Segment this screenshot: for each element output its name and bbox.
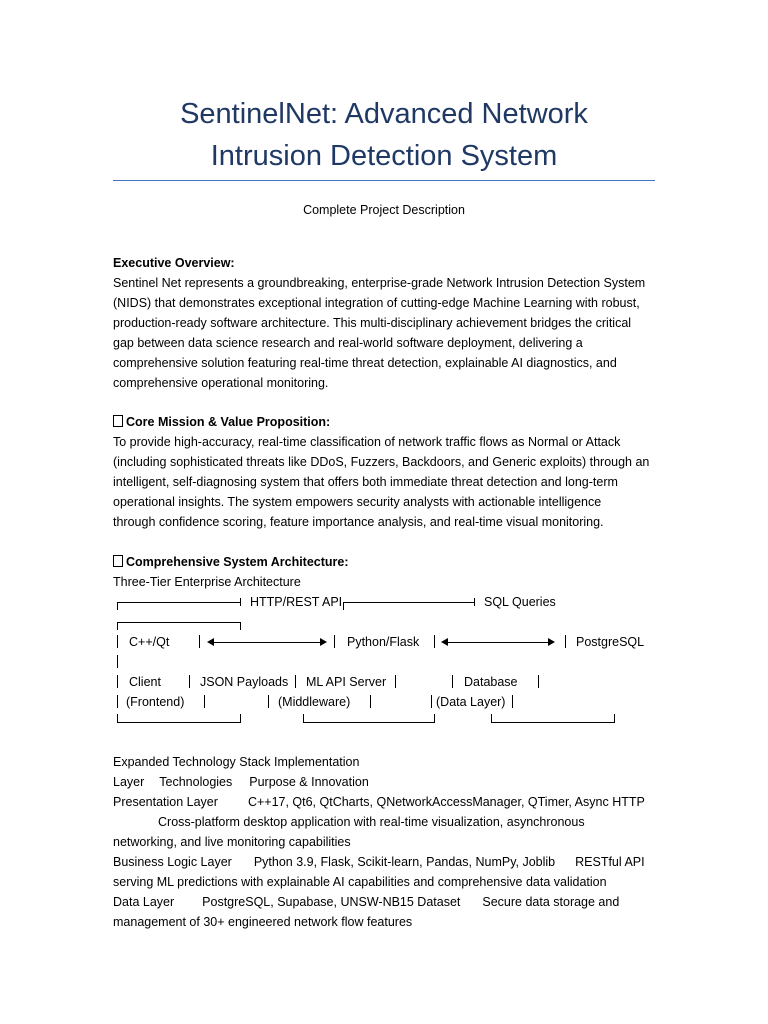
stack-layer: Data Layer <box>113 895 175 909</box>
client-role-label: (Frontend) <box>126 695 185 709</box>
box-side <box>199 635 200 648</box>
architecture-subheading: Three-Tier Enterprise Architecture <box>113 575 301 589</box>
title-underline <box>113 180 655 181</box>
server-tech-label: Python/Flask <box>347 635 420 649</box>
core-mission-section <box>113 412 673 532</box>
bidirectional-arrow-icon <box>443 642 553 643</box>
box-corner <box>240 598 241 606</box>
box-corner <box>240 622 241 630</box>
server-role-label: (Middleware) <box>278 695 351 709</box>
stack-row-purpose <box>113 812 673 832</box>
col-header-tech: Technologies <box>159 775 233 789</box>
stack-row-purpose: management of 30+ engineered network flow features <box>113 915 413 929</box>
box-corner <box>474 598 475 606</box>
paragraph-line: intelligent, self-diagnosing system that offers both immediate threat detection and long-term <box>113 475 618 489</box>
paragraph-line: through confidence scoring, feature importance analysis, and real-time visual monitoring. <box>113 515 604 529</box>
db-tech-label: PostgreSQL <box>576 635 645 649</box>
box-corner <box>117 602 118 610</box>
http-rest-api-label: HTTP/REST API <box>250 595 343 609</box>
paragraph-line: To provide high-accuracy, real-time classification of network traffic flows as Normal or Attack <box>113 435 621 449</box>
box-corner <box>117 714 118 722</box>
box-side <box>189 675 190 688</box>
paragraph-line: gap between data science research and real-world software deployment, delivering a <box>113 336 583 350</box>
stack-purpose: RESTful API <box>575 855 645 869</box>
section-heading-row <box>113 552 673 572</box>
client-tech-label: C++/Qt <box>129 635 170 649</box>
box-side <box>117 675 118 688</box>
col-header-purpose: Purpose & Innovation <box>249 775 369 789</box>
stack-layer: Business Logic Layer <box>113 855 232 869</box>
box-bottom-border <box>117 722 241 723</box>
stack-purpose: Secure data storage and <box>482 895 620 909</box>
box-corner <box>240 714 241 722</box>
box-side <box>565 635 566 648</box>
paragraph-line: (including sophisticated threats like DDoS, Fuzzers, Backdoors, and Generic exploits) through an <box>113 455 650 469</box>
box-corner <box>491 714 492 722</box>
box-corner <box>117 622 118 630</box>
missing-glyph-box-icon <box>113 415 123 427</box>
section-heading: Executive Overview: <box>113 256 235 270</box>
box-top-border <box>343 602 475 603</box>
stack-tech: Python 3.9, Flask, Scikit-learn, Pandas, NumPy, Joblib <box>253 855 556 869</box>
box-top-border <box>117 622 241 623</box>
box-bottom-border <box>491 722 615 723</box>
section-heading: Core Mission & Value Proposition: <box>126 415 331 429</box>
box-side <box>295 675 296 688</box>
stack-row <box>113 852 673 872</box>
stack-row <box>113 792 673 812</box>
box-side <box>117 695 118 708</box>
db-role-label: (Data Layer) <box>436 695 506 709</box>
box-side <box>334 635 335 648</box>
stack-layer: Presentation Layer <box>113 795 218 809</box>
client-name-label: Client <box>129 675 161 689</box>
box-corner <box>434 714 435 722</box>
box-side <box>204 695 205 708</box>
bidirectional-arrow-icon <box>209 642 325 643</box>
technology-stack-section <box>113 752 673 932</box>
stack-row <box>113 892 673 912</box>
architecture-section <box>113 552 673 592</box>
box-side <box>452 675 453 688</box>
architecture-diagram <box>113 592 653 732</box>
title-line: Intrusion Detection System <box>210 140 558 172</box>
stack-tech: PostgreSQL, Supabase, UNSW-NB15 Dataset <box>202 895 461 909</box>
sql-queries-label: SQL Queries <box>484 595 556 609</box>
box-side <box>370 695 371 708</box>
section-heading-row <box>113 412 673 432</box>
col-header-layer: Layer <box>113 775 145 789</box>
missing-glyph-box-icon <box>113 555 123 567</box>
json-payloads-label: JSON Payloads <box>200 675 289 689</box>
paragraph-line: (NIDS) that demonstrates exceptional integration of cutting-edge Machine Learning with robust, <box>113 296 640 310</box>
stack-tech: C++17, Qt6, QtCharts, QNetworkAccessManager, QTimer, Async HTTP <box>247 795 645 809</box>
stack-row-purpose: serving ML predictions with explainable AI capabilities and comprehensive data validation <box>113 875 607 889</box>
db-name-label: Database <box>464 675 518 689</box>
box-side <box>268 695 269 708</box>
box-side <box>395 675 396 688</box>
box-side <box>538 675 539 688</box>
box-top-border <box>117 602 241 603</box>
box-side <box>431 695 432 708</box>
server-name-label: ML API Server <box>306 675 387 689</box>
stack-heading: Expanded Technology Stack Implementation <box>113 755 360 769</box>
box-side <box>434 635 435 648</box>
box-corner <box>303 714 304 722</box>
paragraph-line: operational insights. The system empowers security analysts with actionable intelligence <box>113 495 602 509</box>
box-side <box>117 655 118 668</box>
stack-purpose: Cross-platform desktop application with real-time visualization, asynchronous <box>158 815 585 829</box>
paragraph-line: comprehensive operational monitoring. <box>113 376 329 390</box>
title-line: SentinelNet: Advanced Network <box>180 98 588 130</box>
section-heading: Comprehensive System Architecture: <box>126 555 349 569</box>
paragraph-line: production-ready software architecture. This multi-disciplinary achievement bridges the critical <box>113 316 632 330</box>
box-corner <box>343 602 344 610</box>
stack-row-purpose: networking, and live monitoring capabilities <box>113 835 351 849</box>
paragraph-line: comprehensive solution featuring real-time threat detection, explainable AI diagnostics, and <box>113 356 617 370</box>
box-side <box>117 635 118 648</box>
executive-overview-section <box>113 253 673 393</box>
box-side <box>512 695 513 708</box>
box-bottom-border <box>303 722 435 723</box>
document-title <box>113 93 655 177</box>
box-corner <box>614 714 615 722</box>
document-subtitle: Complete Project Description <box>303 203 465 217</box>
paragraph-line: Sentinel Net represents a groundbreaking, enterprise-grade Network Intrusion Detection System <box>113 276 646 290</box>
stack-header-row <box>113 772 673 792</box>
